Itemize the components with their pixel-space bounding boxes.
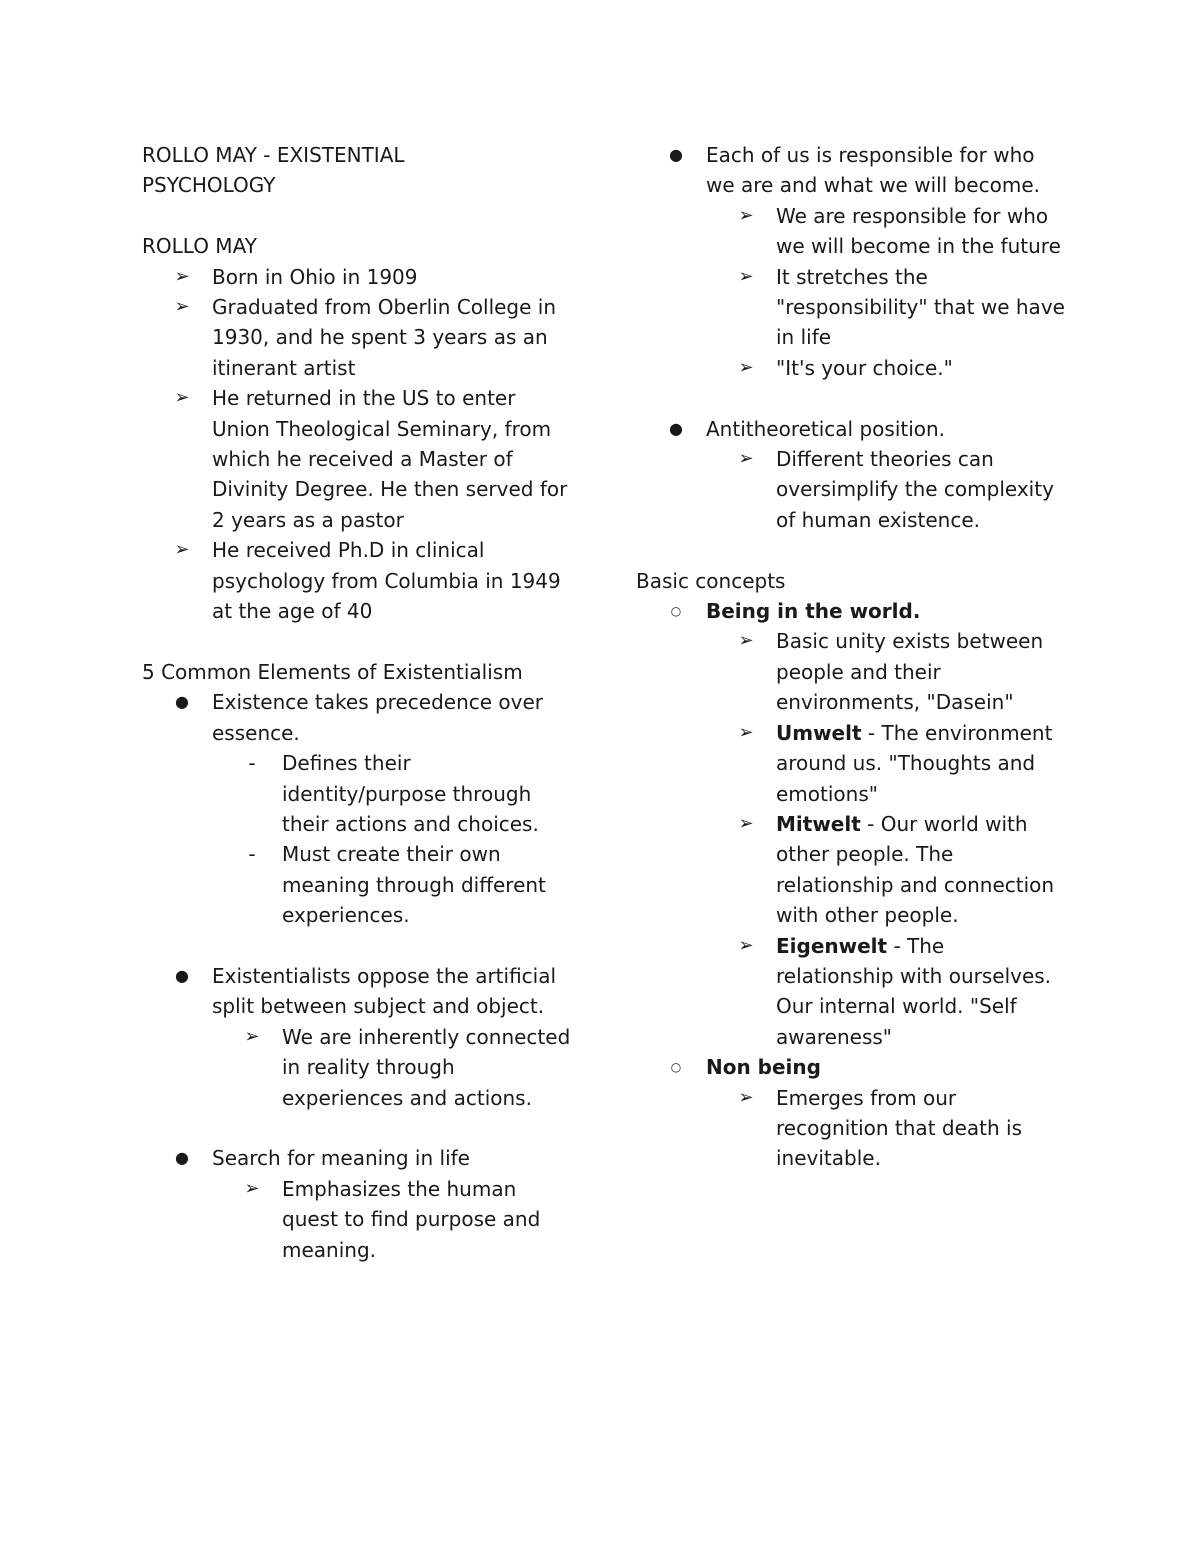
list-item-text: Graduated from Oberlin College in 1930, and he spent 3 years as an itinerant artist (212, 295, 557, 380)
list-item (142, 748, 572, 839)
list-item (142, 535, 572, 626)
list-item (636, 596, 1066, 626)
list-item (636, 718, 1066, 809)
list-item-text: We are inherently connected in reality through experiences and actions. (282, 1024, 571, 1110)
term-eigenwelt: Eigenwelt (776, 933, 888, 958)
section-heading-elements: 5 Common Elements of Existentialism (142, 659, 523, 684)
elements-list (142, 1143, 572, 1265)
list-item-text: Each of us is responsible for who we are and what we will become. (706, 143, 1040, 198)
circle-bullet-icon: ○ (670, 1060, 682, 1075)
list-item (142, 383, 572, 535)
arrow-bullet-icon: ➢ (174, 296, 190, 318)
list-item-text: - Our world with other people. The relationship and connection with other people. (776, 811, 1055, 928)
list-item-text: Different theories can oversimplify the complexity of human existence. (776, 447, 1054, 532)
list-item (636, 1083, 1066, 1174)
dot-bullet-icon: ● (175, 1148, 189, 1168)
elements-list (636, 140, 1066, 383)
list-item (636, 262, 1066, 353)
list-item (142, 961, 572, 1022)
list-item-text: Basic unity exists between people and their environments, "Dasein" (776, 629, 1044, 715)
arrow-bullet-icon: ➢ (244, 1025, 260, 1047)
list-item-text: Antitheoretical position. (706, 416, 946, 441)
arrow-bullet-icon: ➢ (174, 387, 190, 409)
elements-list (636, 414, 1066, 536)
list-item-text: Defines their identity/purpose through their actions and choices. (282, 751, 539, 836)
list-item (636, 353, 1066, 383)
blank-line (636, 535, 1066, 565)
list-item (636, 809, 1066, 931)
blank-line (142, 626, 572, 656)
arrow-bullet-icon: ➢ (738, 265, 754, 287)
list-item (142, 687, 572, 748)
term-umwelt: Umwelt (776, 720, 862, 745)
list-item (636, 444, 1066, 535)
blank-line (636, 383, 1066, 413)
concept-label: Being in the world. (706, 599, 921, 624)
list-item (636, 626, 1066, 717)
dash-bullet-icon: - (248, 842, 256, 867)
list-item-text: He returned in the US to enter Union Theological Seminary, from which he received a Master of Divinity Degree. He then served for 2 years as a pastor (212, 386, 568, 532)
list-item (142, 839, 572, 930)
list-item-text: Existentialists oppose the artificial split between subject and object. (212, 963, 557, 1019)
circle-bullet-icon: ○ (670, 604, 682, 619)
arrow-bullet-icon: ➢ (738, 934, 754, 956)
dot-bullet-icon: ● (175, 692, 189, 712)
elements-list (142, 687, 572, 930)
list-item-text: Born in Ohio in 1909 (212, 264, 418, 289)
arrow-bullet-icon: ➢ (244, 1177, 260, 1199)
bio-list (142, 262, 572, 627)
dot-bullet-icon: ● (669, 145, 683, 164)
list-item-text: He received Ph.D in clinical psychology from Columbia in 1949 at the age of 40 (212, 538, 561, 624)
list-item-text: We are responsible for who we will become in the future (776, 203, 1061, 259)
list-item (142, 262, 572, 292)
list-item (636, 201, 1066, 262)
list-item (636, 140, 1066, 201)
list-item (142, 292, 572, 383)
dot-bullet-icon: ● (175, 965, 189, 985)
arrow-bullet-icon: ➢ (738, 721, 754, 743)
blank-line (142, 201, 572, 231)
list-item (636, 931, 1066, 1053)
list-item (636, 414, 1066, 444)
list-item-text: - The environment around us. "Thoughts and emotions" (776, 720, 1053, 806)
blank-line (142, 1113, 572, 1143)
list-item (636, 1052, 1066, 1082)
list-item-text: Search for meaning in life (212, 1146, 470, 1171)
list-item-text: Existence takes precedence over essence. (212, 690, 543, 745)
list-item-text: "It's your choice." (776, 355, 953, 380)
arrow-bullet-icon: ➢ (738, 1086, 754, 1108)
bio-heading: ROLLO MAY (142, 234, 257, 259)
list-item-text: Emphasizes the human quest to find purpose and meaning. (282, 1176, 541, 1262)
list-item (142, 1174, 572, 1265)
elements-list (142, 961, 572, 1113)
concept-label: Non being (706, 1055, 821, 1080)
dot-bullet-icon: ● (669, 418, 683, 438)
right-column (636, 140, 1066, 1174)
arrow-bullet-icon: ➢ (738, 204, 754, 226)
section-heading-concepts: Basic concepts (636, 568, 786, 593)
list-item-text: Emerges from our recognition that death is inevitable. (776, 1085, 1022, 1171)
concepts-list (636, 596, 1066, 1174)
arrow-bullet-icon: ➢ (174, 539, 190, 561)
arrow-bullet-icon: ➢ (738, 812, 754, 834)
left-column (142, 140, 572, 1265)
list-item-text: It stretches the "responsibility" that we have in life (776, 264, 1065, 350)
list-item (142, 1143, 572, 1173)
arrow-bullet-icon: ➢ (738, 448, 754, 470)
arrow-bullet-icon: ➢ (738, 356, 754, 378)
arrow-bullet-icon: ➢ (174, 265, 190, 287)
blank-line (142, 931, 572, 961)
term-mitwelt: Mitwelt (776, 811, 861, 836)
document-title-line-2: PSYCHOLOGY (142, 173, 276, 198)
arrow-bullet-icon: ➢ (738, 630, 754, 652)
document-title-line-1: ROLLO MAY - EXISTENTIAL (142, 143, 405, 167)
list-item-text: - The relationship with ourselves. Our internal world. "Self awareness" (776, 933, 1052, 1049)
dash-bullet-icon: - (248, 751, 256, 776)
list-item-text: Must create their own meaning through different experiences. (282, 842, 546, 928)
list-item (142, 1022, 572, 1113)
